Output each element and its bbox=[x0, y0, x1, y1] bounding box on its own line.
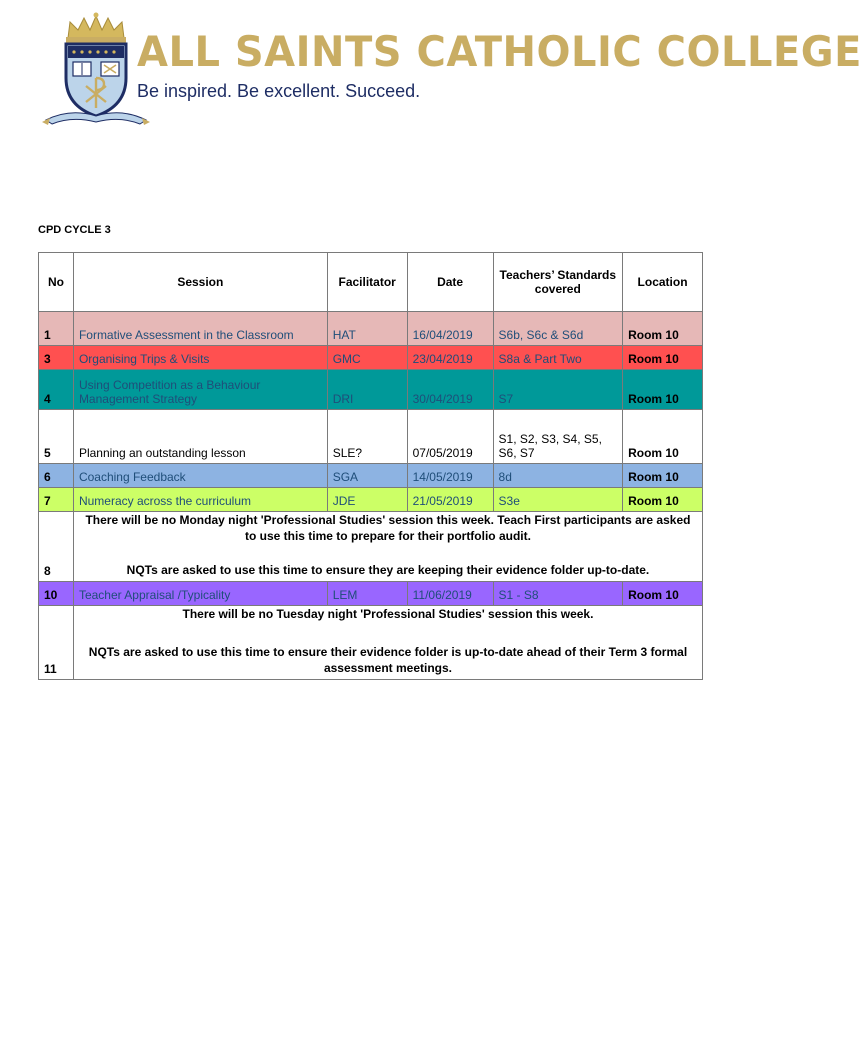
row-facilitator: GMC bbox=[327, 346, 407, 370]
row-no: 3 bbox=[39, 346, 74, 370]
row-session: Coaching Feedback bbox=[73, 464, 327, 488]
table-row-note bbox=[39, 606, 703, 680]
row-session: Using Competition as a Behaviour Management Strategy bbox=[73, 370, 327, 410]
table-row bbox=[39, 312, 703, 346]
row-session: Numeracy across the curriculum bbox=[73, 488, 327, 512]
table-row bbox=[39, 464, 703, 488]
note-cell bbox=[73, 606, 702, 680]
row-date: 16/04/2019 bbox=[407, 312, 493, 346]
row-facilitator: HAT bbox=[327, 312, 407, 346]
row-location: Room 10 bbox=[623, 370, 703, 410]
row-facilitator: JDE bbox=[327, 488, 407, 512]
row-no: 6 bbox=[39, 464, 74, 488]
row-facilitator: LEM bbox=[327, 582, 407, 606]
row-standards: S3e bbox=[493, 488, 623, 512]
row-session: Teacher Appraisal /Typicality bbox=[73, 582, 327, 606]
cpd-schedule-table bbox=[38, 252, 703, 680]
row-location: Room 10 bbox=[623, 488, 703, 512]
header-location: Location bbox=[623, 253, 703, 312]
row-date: 07/05/2019 bbox=[407, 410, 493, 464]
table-row bbox=[39, 488, 703, 512]
row-date: 21/05/2019 bbox=[407, 488, 493, 512]
row-facilitator: SLE? bbox=[327, 410, 407, 464]
note-line: NQTs are asked to use this time to ensure they are keeping their evidence folder up-to-date. bbox=[126, 563, 650, 577]
header-standards: Teachers’ Standards covered bbox=[493, 253, 623, 312]
row-standards: S7 bbox=[493, 370, 623, 410]
row-no: 11 bbox=[39, 606, 74, 680]
row-location: Room 10 bbox=[623, 346, 703, 370]
header-no: No bbox=[39, 253, 74, 312]
row-session: Planning an outstanding lesson bbox=[73, 410, 327, 464]
header-session: Session bbox=[73, 253, 327, 312]
row-no: 1 bbox=[39, 312, 74, 346]
row-session: Formative Assessment in the Classroom bbox=[73, 312, 327, 346]
row-no: 5 bbox=[39, 410, 74, 464]
row-standards: S1 - S8 bbox=[493, 582, 623, 606]
school-name: ALL SAINTS CATHOLIC COLLEGE bbox=[137, 28, 862, 77]
row-no: 4 bbox=[39, 370, 74, 410]
note-line: There will be no Monday night 'Professional Studies' session this week. Teach First participants are asked to use this time to prepare for their portfolio audit. bbox=[85, 513, 691, 543]
note-line: NQTs are asked to use this time to ensure their evidence folder is up-to-date ahead of their Term 3 formal assessment meetings. bbox=[88, 645, 688, 675]
row-date: 30/04/2019 bbox=[407, 370, 493, 410]
table-row bbox=[39, 582, 703, 606]
row-location: Room 10 bbox=[623, 410, 703, 464]
row-no: 10 bbox=[39, 582, 74, 606]
row-location: Room 10 bbox=[623, 312, 703, 346]
row-location: Room 10 bbox=[623, 582, 703, 606]
row-date: 11/06/2019 bbox=[407, 582, 493, 606]
row-facilitator: SGA bbox=[327, 464, 407, 488]
row-date: 23/04/2019 bbox=[407, 346, 493, 370]
table-row-note bbox=[39, 512, 703, 582]
row-standards: S1, S2, S3, S4, S5, S6, S7 bbox=[493, 410, 623, 464]
note-cell bbox=[73, 512, 702, 582]
row-location: Room 10 bbox=[623, 464, 703, 488]
row-date: 14/05/2019 bbox=[407, 464, 493, 488]
table-header-row bbox=[39, 253, 703, 312]
page-header bbox=[40, 8, 862, 128]
row-session: Organising Trips & Visits bbox=[73, 346, 327, 370]
row-no: 7 bbox=[39, 488, 74, 512]
row-standards: S8a & Part Two bbox=[493, 346, 623, 370]
table-row bbox=[39, 410, 703, 464]
header-date: Date bbox=[407, 253, 493, 312]
school-motto: Be inspired. Be excellent. Succeed. bbox=[137, 81, 421, 101]
table-row bbox=[39, 370, 703, 410]
row-standards: 8d bbox=[493, 464, 623, 488]
row-standards: S6b, S6c & S6d bbox=[493, 312, 623, 346]
row-no: 8 bbox=[39, 512, 74, 582]
note-line: There will be no Tuesday night 'Professional Studies' session this week. bbox=[182, 607, 594, 621]
row-facilitator: DRI bbox=[327, 370, 407, 410]
table-row bbox=[39, 346, 703, 370]
page-title: CPD CYCLE 3 bbox=[38, 224, 111, 236]
header-facilitator: Facilitator bbox=[327, 253, 407, 312]
school-crest-icon bbox=[40, 8, 150, 126]
